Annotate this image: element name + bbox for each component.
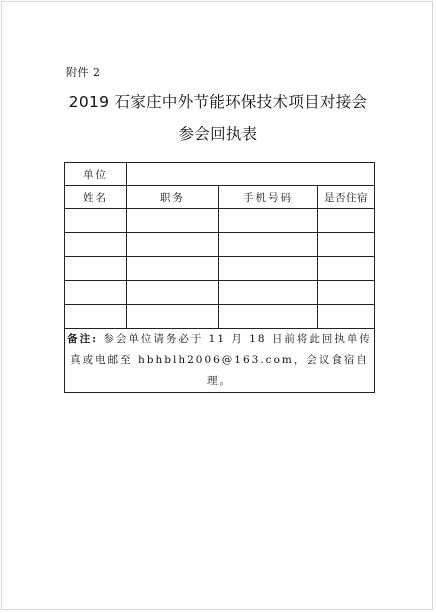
position-cell[interactable] xyxy=(127,209,219,233)
unit-field[interactable] xyxy=(127,163,375,186)
accommodation-cell[interactable] xyxy=(318,257,375,281)
name-cell[interactable] xyxy=(65,209,127,233)
accommodation-cell[interactable] xyxy=(318,305,375,329)
name-cell[interactable] xyxy=(65,257,127,281)
note-row xyxy=(65,329,375,393)
table-row xyxy=(65,281,375,305)
document-title: 2019 石家庄中外节能环保技术项目对接会 xyxy=(68,93,368,111)
table-row xyxy=(65,257,375,281)
attachment-label: 附件 2 xyxy=(66,66,101,79)
header-accommodation: 是否住宿 xyxy=(318,186,375,209)
position-cell[interactable] xyxy=(127,281,219,305)
header-phone: 手机号码 xyxy=(219,186,318,209)
position-cell[interactable] xyxy=(127,233,219,257)
header-position: 职务 xyxy=(127,186,219,209)
note-label: 备注: xyxy=(67,333,98,345)
document-subtitle: 参会回执表 xyxy=(178,125,258,143)
phone-cell[interactable] xyxy=(219,257,318,281)
note-text: 参会单位请务必于 11 月 18 日前将此回执单传真或电邮至 hbhblh2006@163.com，会议食宿自理。 xyxy=(70,333,372,387)
registration-form-table xyxy=(64,162,375,393)
table-row xyxy=(65,305,375,329)
unit-row xyxy=(65,163,375,186)
accommodation-cell[interactable] xyxy=(318,281,375,305)
table-row xyxy=(65,233,375,257)
phone-cell[interactable] xyxy=(219,233,318,257)
accommodation-cell[interactable] xyxy=(318,233,375,257)
phone-cell[interactable] xyxy=(219,209,318,233)
table-row xyxy=(65,209,375,233)
phone-cell[interactable] xyxy=(219,305,318,329)
position-cell[interactable] xyxy=(127,305,219,329)
phone-cell[interactable] xyxy=(219,281,318,305)
header-name: 姓名 xyxy=(65,186,127,209)
header-row xyxy=(65,186,375,209)
name-cell[interactable] xyxy=(65,233,127,257)
position-cell[interactable] xyxy=(127,257,219,281)
name-cell[interactable] xyxy=(65,281,127,305)
note-cell xyxy=(65,329,375,393)
unit-label: 单位 xyxy=(65,163,127,186)
name-cell[interactable] xyxy=(65,305,127,329)
accommodation-cell[interactable] xyxy=(318,209,375,233)
